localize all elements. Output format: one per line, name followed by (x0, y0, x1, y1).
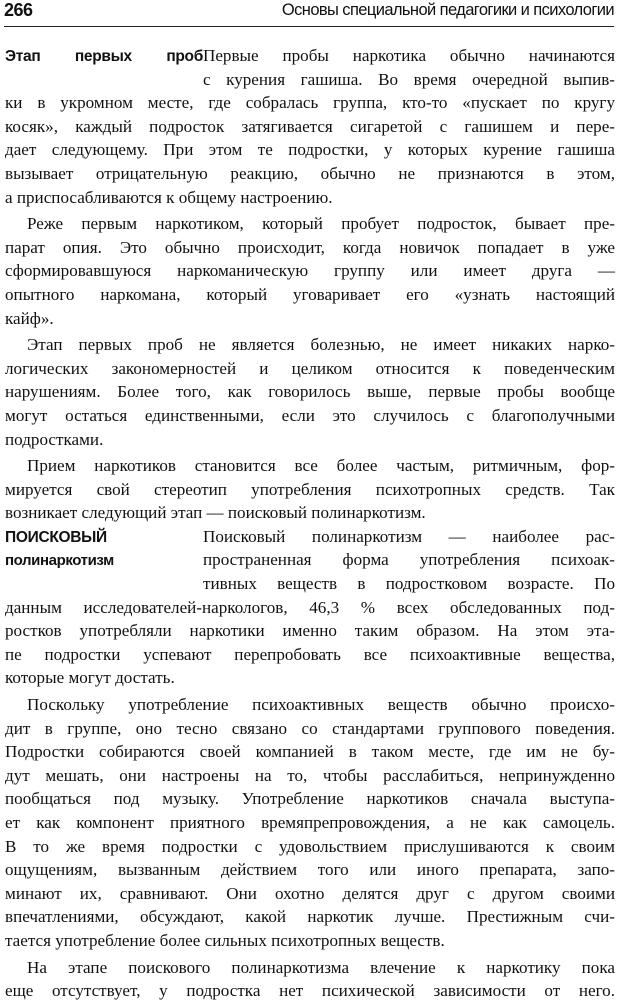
text-line: дит в группе, оно тесно связано со стандартами группового поведения. (5, 718, 615, 738)
text-line: Поскольку употребление психоактивных веществ обычно происхо- (27, 695, 615, 715)
text-line: В то же время подростки с удовольствием прислушиваются к своим (5, 836, 615, 856)
text-line: минают их, сравнивают. Они охотно делятся друг с другом своими (5, 883, 615, 903)
text-line: с курения гашиша. Во время очередной выпив- (203, 69, 615, 89)
text-line: опытного наркомана, который уговаривает его «узнать настоящий (5, 284, 615, 304)
text-line: Прием наркотиков становится все более частым, ритмичным, фор- (27, 456, 615, 476)
text-line: еще отсутствует, у подростка нет психической зависимости от него. (5, 981, 615, 1001)
text-line: ки в укромном месте, где собралась группа, кто-то «пускает по кругу (5, 93, 615, 113)
body-text (5, 44, 615, 1003)
text-line: дут мешать, они настроены на то, чтобы расслабиться, непринужденно (5, 765, 615, 785)
text-line: тается употребление более сильных психотропных веществ. (5, 930, 445, 950)
text-line: впечатлениями, обсуждают, какой наркотик лучше. Престижным счи- (5, 907, 615, 927)
text-line: мируется свой стереотип употребления психотропных средств. Так (5, 479, 615, 499)
line-text: Первые пробы наркотика обычно начинаются (203, 46, 615, 65)
text-line: ощущениям, вызванным действием того или иного препарата, запо- (5, 860, 615, 880)
text-line: Подростки собираются своей компанией в таком месте, где им не бу- (5, 742, 615, 762)
text-line: данным исследователей-наркологов, 46,3 % всех обследованных под- (5, 597, 615, 617)
text-line: На этапе поискового полинаркотизма влечение к наркотику пока (27, 957, 615, 977)
text-line: которые могут достать. (5, 668, 175, 688)
text-line: могут остаться единственными, если это случилось с благополучными (5, 405, 615, 425)
text-line: ростков употребляли наркотики именно таким образом. На этом эта- (5, 621, 615, 641)
text-line (5, 548, 615, 572)
text-line (5, 44, 615, 68)
side-heading-poly-line1: ПОИСКОВЫЙ (5, 528, 107, 546)
text-line: пообщаться под музыку. Употребление наркотиков сначала выступа- (5, 789, 615, 809)
side-heading-first-trials: Этап первых проб (5, 48, 203, 65)
text-line: косяк», каждый подросток затягивается сигаретой с гашишем и пере- (5, 116, 615, 136)
running-title: Основы специальной педагогики и психологии (281, 1, 614, 19)
text-line: подростками. (5, 429, 104, 449)
text-line: Этап первых проб не является болезнью, не имеет никаких нарко- (27, 335, 615, 355)
text-line: логических закономерностей и целиком относится к поведенческим (5, 358, 615, 378)
text-line: а приспосабливаются к общему настроению. (5, 187, 333, 207)
text-line: вызывает отрицательную реакцию, обычно не признаются в этом, (5, 163, 615, 183)
text-line: возникает следующий этап — поисковый полинаркотизм. (5, 503, 426, 523)
text-line: дает следующему. При этом те подростки, у которых курение гашиша (5, 140, 615, 160)
text-line: ет как компонент приятного времяпрепровождения, а не как самоцель. (5, 813, 615, 832)
text-line: нарушениям. Более того, как говорилось выше, первые пробы вообще (5, 382, 615, 402)
text-line: Реже первым наркотиком, который пробует подросток, бывает пре- (27, 214, 615, 234)
text-line: сформировавшуюся наркоманическую группу или имеет друга — (5, 261, 615, 281)
side-heading-poly-line2: полинаркотизм (5, 552, 114, 570)
line-text: пространенная форма употребления психоак- (203, 550, 615, 570)
page-number: 266 (4, 0, 33, 20)
text-line (5, 525, 615, 549)
text-line: кайф». (5, 308, 54, 328)
text-line: парат опия. Это обычно происходит, когда новичок попадает в уже (5, 237, 615, 257)
text-line: тивных веществ в подростковом возрасте. По (203, 574, 615, 594)
page-header (4, 0, 614, 27)
line-text: Поисковый полинаркотизм — наиболее рас- (203, 526, 615, 546)
text-line: пе подростки успевают перепробовать все психоактивные вещества, (5, 644, 615, 664)
